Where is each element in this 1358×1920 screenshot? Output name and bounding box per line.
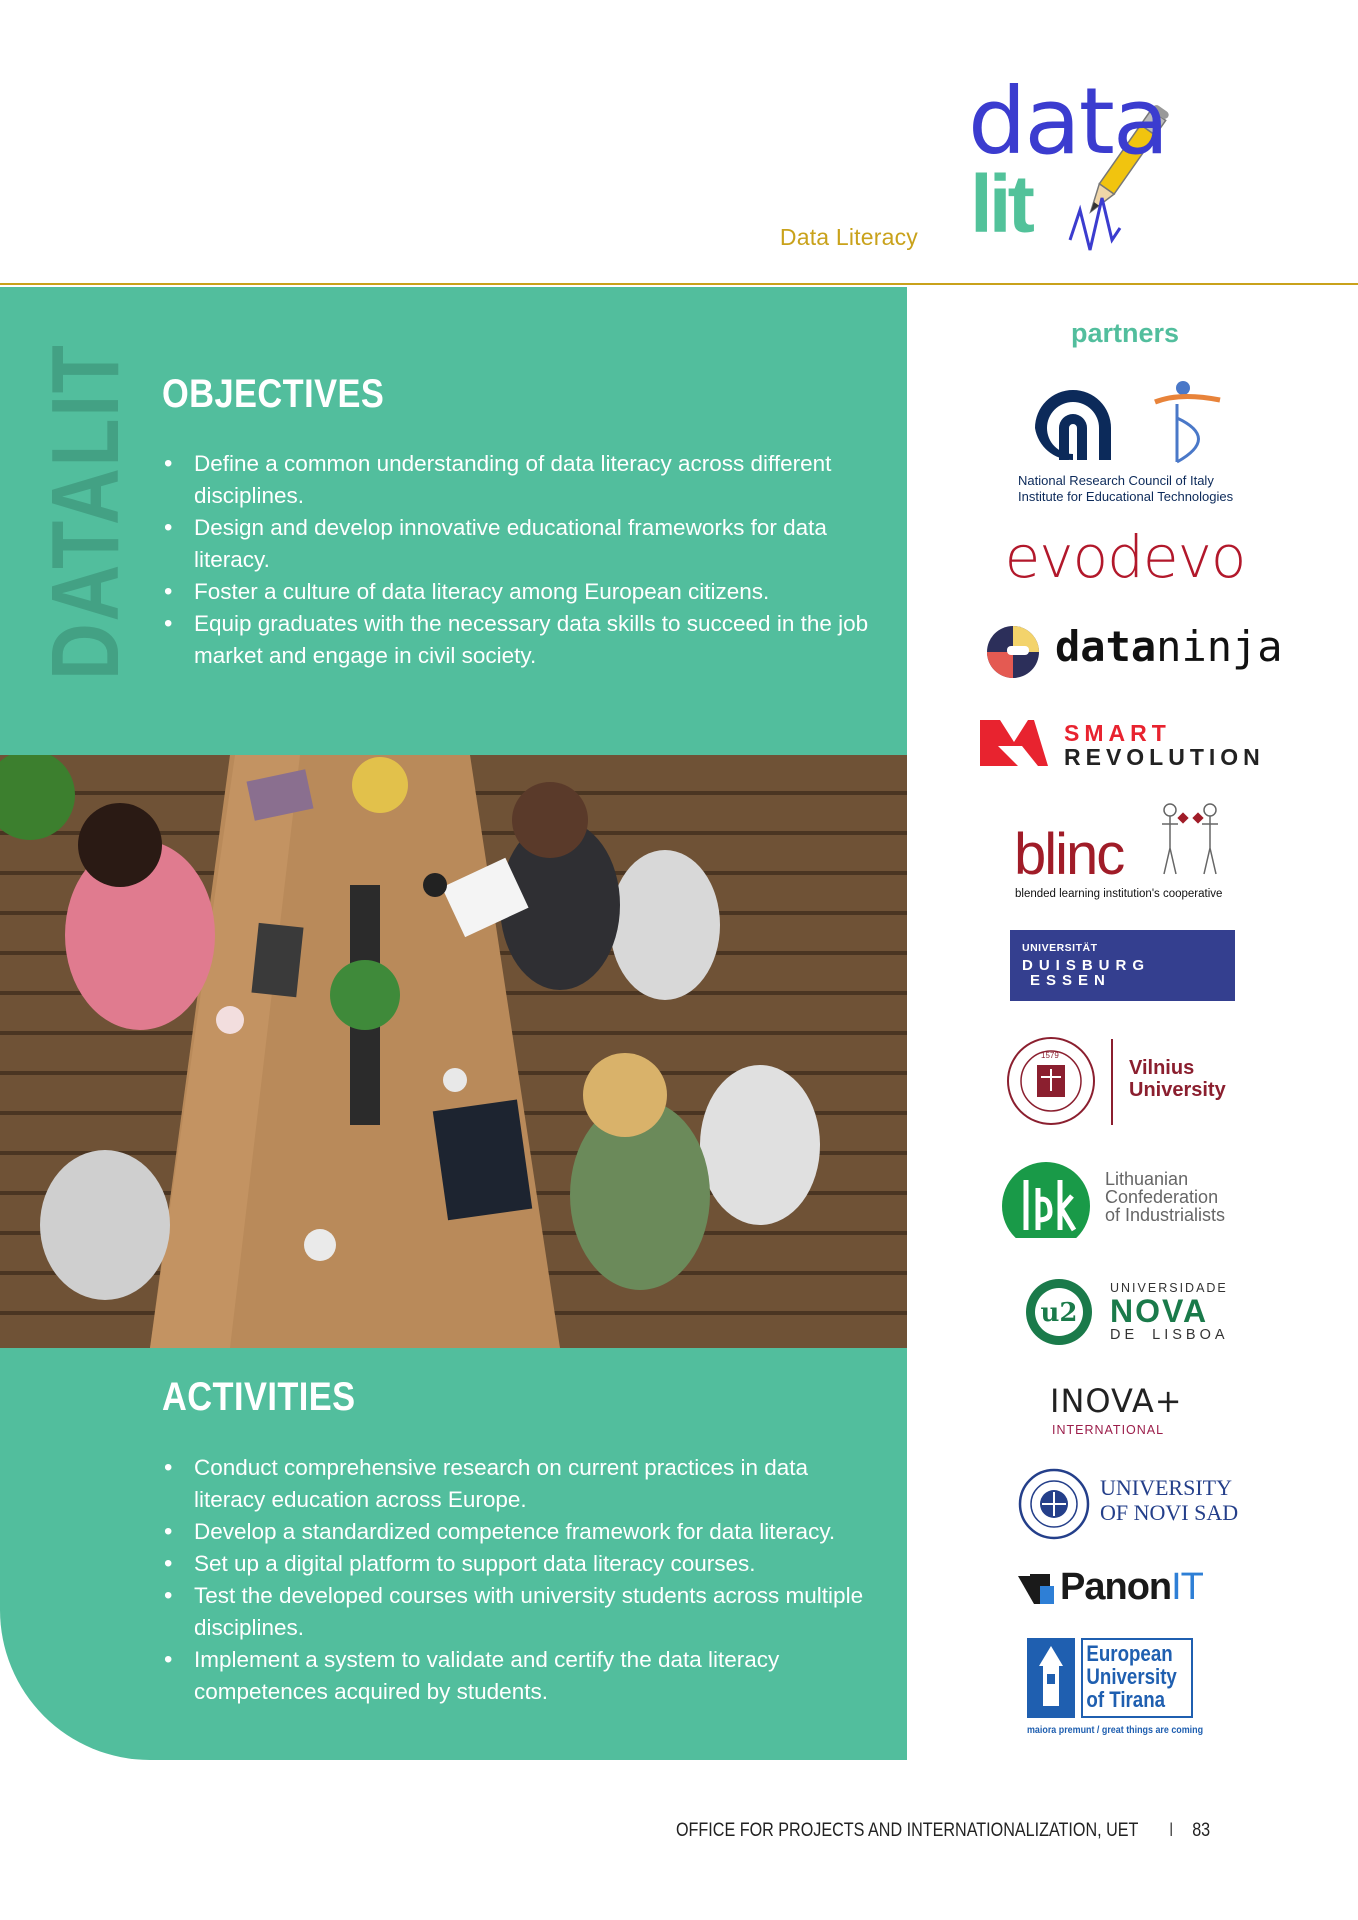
partner-vilnius-university — [1005, 1035, 1250, 1131]
logo-data-text: data — [968, 68, 1168, 175]
nova-line2: NOVA — [1110, 1293, 1209, 1329]
vilnius-divider — [1111, 1039, 1113, 1125]
partner-panonit — [1018, 1568, 1238, 1613]
objective-item: • Equip graduates with the necessary data skills to succeed in the job market and engage in civil society. — [162, 608, 882, 672]
objectives-title: OBJECTIVES — [162, 372, 385, 416]
footer-separator: I — [1169, 1820, 1174, 1841]
office-photo — [0, 755, 907, 1348]
inova-line1: INOVA+ — [1050, 1382, 1183, 1420]
tirana-emblem — [1027, 1638, 1075, 1718]
panonit-accent: IT — [1171, 1566, 1203, 1608]
partner-novi-sad — [1018, 1468, 1258, 1544]
tirana-name-box — [1081, 1638, 1193, 1718]
smart-line1: SMART — [1064, 720, 1171, 746]
objective-item: • Design and develop innovative educational frameworks for data literacy. — [162, 512, 882, 576]
lpk-logo-icon — [1000, 1160, 1092, 1244]
partner-smart-revolution — [978, 716, 1268, 776]
partner-blinc — [1012, 800, 1242, 905]
dataninja-bold: data — [1055, 622, 1157, 671]
dataninja-icon — [985, 624, 1041, 680]
objectives-list — [162, 448, 882, 672]
logo-lit-text: lit — [970, 159, 1031, 250]
tirana-motto: maiora premunt / great things are coming — [1027, 1724, 1204, 1736]
activity-item: • Set up a digital platform to support data literacy courses. — [162, 1548, 882, 1580]
partner-lithuanian-confederation — [1000, 1160, 1260, 1245]
inova-line2: INTERNATIONAL — [1052, 1423, 1165, 1437]
side-title: DATALIT — [32, 343, 139, 680]
partner-nova-lisboa — [1024, 1275, 1254, 1349]
nova-line3: DE LISBOA — [1110, 1327, 1229, 1343]
blinc-name: blinc — [1014, 822, 1124, 887]
partners-title: partners — [1070, 318, 1180, 348]
footer — [676, 1820, 1210, 1842]
page-number: 83 — [1192, 1820, 1211, 1841]
objective-item: • Foster a culture of data literacy among European citizens. — [162, 576, 882, 608]
svg-text:u2: u2 — [1040, 1298, 1078, 1328]
tirana-line2: University — [1086, 1664, 1177, 1689]
activity-item: • Implement a system to validate and certify the data literacy competences acquired by students. — [162, 1644, 882, 1708]
smart-revolution-icon — [978, 716, 1050, 772]
activities-list — [162, 1452, 882, 1708]
activity-item: • Test the developed courses with university students across multiple disciplines. — [162, 1580, 882, 1644]
vilnius-line2: University — [1129, 1079, 1226, 1101]
vilnius-seal-year: 1579 — [1041, 1051, 1059, 1060]
novi-sad-seal-icon — [1018, 1468, 1090, 1540]
panonit-dark: Panon — [1060, 1566, 1172, 1608]
partner-european-university-tirana — [1025, 1638, 1225, 1738]
novi-sad-line2: OF NOVI SAD — [1100, 1500, 1239, 1525]
tirana-tower-icon — [1027, 1638, 1075, 1718]
datalit-logo — [960, 68, 1200, 265]
blinc-figures-icon — [1150, 800, 1230, 880]
lpk-line2: Confederation — [1105, 1187, 1219, 1207]
vilnius-line1: Vilnius — [1129, 1057, 1195, 1079]
partner-cnr — [1015, 378, 1235, 503]
dataninja-light: ninja — [1156, 622, 1283, 671]
duisburg-line1: UNIVERSITÄT — [1022, 942, 1098, 954]
tirana-line1: European — [1086, 1641, 1173, 1666]
objective-item: • Define a common understanding of data literacy across different disciplines. — [162, 448, 882, 512]
tirana-line3: of Tirana — [1086, 1687, 1166, 1712]
partner-evodevo: evodevo — [1004, 523, 1246, 591]
nova-line1: UNIVERSIDADE — [1110, 1281, 1228, 1295]
nova-seal-icon — [1024, 1277, 1094, 1347]
cnr-logo-icon — [1015, 378, 1235, 468]
partner-duisburg-essen — [1010, 930, 1235, 1001]
blinc-tagline: blended learning institution's cooperative — [1015, 888, 1223, 900]
smart-line2: REVOLUTION — [1064, 744, 1265, 770]
cnr-line1: National Research Council of Italy — [1018, 473, 1214, 488]
activity-item: • Conduct comprehensive research on current practices in data literacy education across Europe. — [162, 1452, 882, 1516]
cnr-line2: Institute for Educational Technologies — [1018, 489, 1234, 504]
novi-sad-line1: UNIVERSITY — [1100, 1475, 1232, 1500]
header-label: Data Literacy — [779, 224, 918, 250]
duisburg-line3: ESSEN — [1030, 972, 1111, 989]
duisburg-line2: DUISBURG — [1022, 957, 1151, 974]
lpk-line3: of Industrialists — [1105, 1205, 1226, 1225]
panonit-icon — [1018, 1572, 1060, 1608]
activity-item: • Develop a standardized competence framework for data literacy. — [162, 1516, 882, 1548]
header-rule — [0, 283, 1358, 285]
partner-inova — [1050, 1382, 1230, 1440]
footer-office: OFFICE FOR PROJECTS AND INTERNATIONALIZATION, UET — [676, 1820, 1139, 1841]
partner-dataninja — [985, 622, 1283, 682]
activities-title: ACTIVITIES — [162, 1375, 356, 1419]
lpk-line1: Lithuanian — [1105, 1169, 1189, 1189]
vilnius-seal-icon — [1005, 1035, 1097, 1127]
